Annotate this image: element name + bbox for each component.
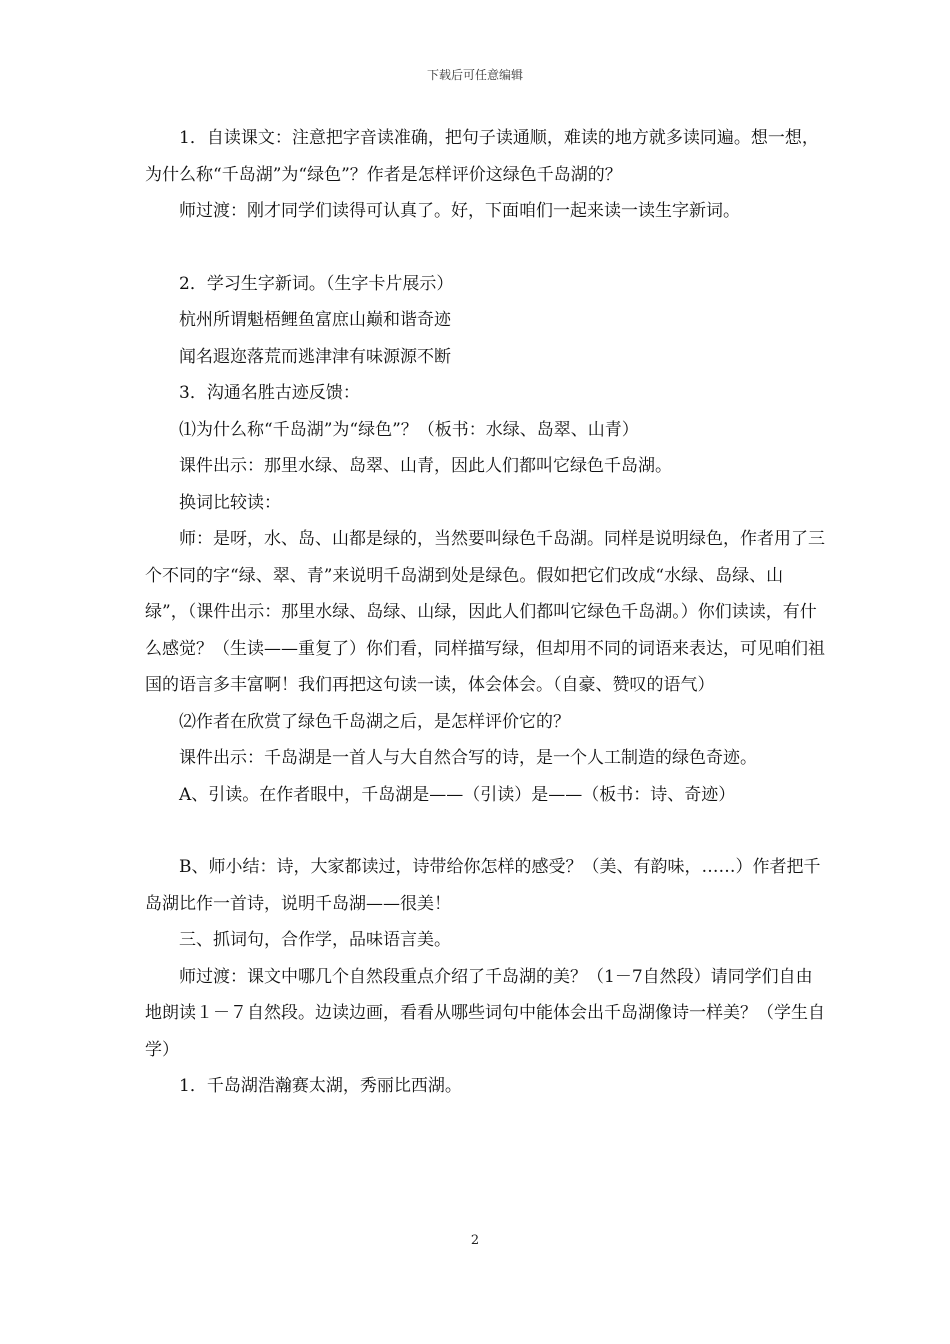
paragraph-9: 换词比较读： [179,492,281,513]
paragraph-6: 3．沟通名胜古迹反馈： [179,383,360,403]
paragraph-11: ⑵作者在欣赏了绿色千岛湖之后，是怎样评价它的？ [179,711,570,732]
paragraph-14: B、师小结：诗，大家都读过，诗带给你怎样的感受？（美、有韵味，……）作者把千岛湖比作一首诗，说明千岛湖——很美！ [145,857,821,914]
document-body [145,120,825,1105]
paragraph-2: 师过渡：刚才同学们读得可认真了。好，下面咱们一起来读一读生字新词。 [179,201,740,221]
paragraph-12: 课件出示：千岛湖是一首人与大自然合写的诗，是一个人工制造的绿色奇迹。 [179,748,757,768]
paragraph-15: 三、抓词句，合作学，品味语言美。 [179,930,451,950]
paragraph-16: 师过渡：课文中哪几个自然段重点介绍了千岛湖的美？（1－7自然段）请同学们自由地朗读１－７自然段。边读边画，看看从哪些词句中能体会出千岛湖像诗一样美？（学生自学） [145,966,825,1060]
paragraph-5: 闻名遐迩落荒而逃津津有味源源不断 [179,346,451,367]
paragraph-8: 课件出示：那里水绿、岛翠、山青，因此人们都叫它绿色千岛湖。 [179,456,672,476]
page-number: 2 [470,1233,480,1248]
page-header: 下载后可任意编辑 [426,68,523,82]
paragraph-17: 1．千岛湖浩瀚赛太湖，秀丽比西湖。 [179,1076,462,1096]
blank-line [145,813,825,849]
paragraph-1: 1．自读课文：注意把字音读准确，把句子读通顺，难读的地方就多读同遍。想一想，为什么称“千岛湖”为“绿色”？作者是怎样评价这绿色千岛湖的？ [145,128,819,185]
paragraph-10: 师：是呀，水、岛、山都是绿的，当然要叫绿色千岛湖。同样是说明绿色，作者用了三个不同的字“绿、翠、青”来说明千岛湖到处是绿色。假如把它们改成“水绿、岛绿、山绿”，（课件出示：那里水绿、岛绿、山绿，因此人们都叫它绿色千岛湖。）你们读读，有什么感觉？（生读——重复了）你们看，同样描写绿，但却用不同的词语来表达，可见咱们祖国的语言多丰富啊！我们再把这句读一读，体会体会。（自豪、赞叹的语气） [145,529,825,695]
blank-line [145,230,825,266]
paragraph-4: 杭州所谓魁梧鲤鱼富庶山巅和谐奇迹 [179,310,451,330]
paragraph-3: 2．学习生字新词。（生字卡片展示） [179,273,454,294]
paragraph-7: ⑴为什么称“千岛湖”为“绿色”？（板书：水绿、岛翠、山青） [179,419,639,440]
paragraph-13: A、引读。在作者眼中，千岛湖是——（引读）是——（板书：诗、奇迹） [179,784,736,805]
